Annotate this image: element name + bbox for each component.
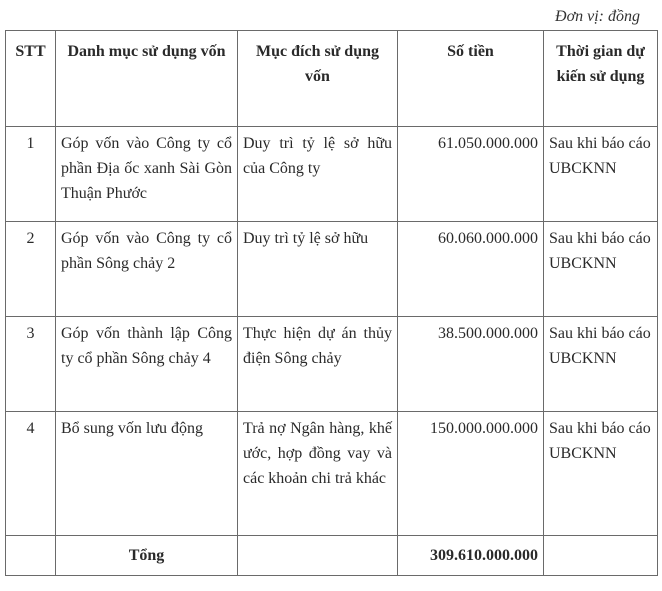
total-amount: 309.610.000.000: [398, 536, 544, 576]
cell-purpose: Thực hiện dự án thủy điện Sông chảy: [238, 317, 398, 412]
table-total-row: [6, 536, 658, 576]
header-time: Thời gian dự kiến sử dụng: [544, 31, 658, 127]
total-label: Tổng: [56, 536, 238, 576]
header-stt: STT: [6, 31, 56, 127]
table-row: [6, 317, 658, 412]
cell-category: Góp vốn vào Công ty cổ phần Sông chảy 2: [56, 222, 238, 317]
header-purpose: Mục đích sử dụng vốn: [238, 31, 398, 127]
cell-time: Sau khi báo cáo UBCKNN: [544, 222, 658, 317]
capital-usage-table: [5, 30, 658, 576]
cell-total-purpose: [238, 536, 398, 576]
cell-time: Sau khi báo cáo UBCKNN: [544, 127, 658, 222]
cell-purpose: Trả nợ Ngân hàng, khế ước, hợp đồng vay và các khoản chi trả khác: [238, 412, 398, 536]
table-row: [6, 222, 658, 317]
cell-total-time: [544, 536, 658, 576]
cell-category: Bổ sung vốn lưu động: [56, 412, 238, 536]
cell-stt: 3: [6, 317, 56, 412]
cell-total-stt: [6, 536, 56, 576]
cell-time: Sau khi báo cáo UBCKNN: [544, 317, 658, 412]
header-category: Danh mục sử dụng vốn: [56, 31, 238, 127]
cell-category: Góp vốn thành lập Công ty cổ phần Sông chảy 4: [56, 317, 238, 412]
unit-label: Đơn vị: đồng: [555, 8, 640, 25]
cell-amount: 60.060.000.000: [398, 222, 544, 317]
table-row: [6, 127, 658, 222]
cell-purpose: Duy trì tỷ lệ sở hữu của Công ty: [238, 127, 398, 222]
cell-category: Góp vốn vào Công ty cổ phần Địa ốc xanh Sài Gòn Thuận Phước: [56, 127, 238, 222]
cell-amount: 61.050.000.000: [398, 127, 544, 222]
cell-stt: 4: [6, 412, 56, 536]
table-header-row: [6, 31, 658, 127]
cell-purpose: Duy trì tỷ lệ sở hữu: [238, 222, 398, 317]
cell-amount: 150.000.000.000: [398, 412, 544, 536]
header-amount: Số tiền: [398, 31, 544, 127]
table-row: [6, 412, 658, 536]
cell-stt: 2: [6, 222, 56, 317]
cell-amount: 38.500.000.000: [398, 317, 544, 412]
cell-time: Sau khi báo cáo UBCKNN: [544, 412, 658, 536]
cell-stt: 1: [6, 127, 56, 222]
